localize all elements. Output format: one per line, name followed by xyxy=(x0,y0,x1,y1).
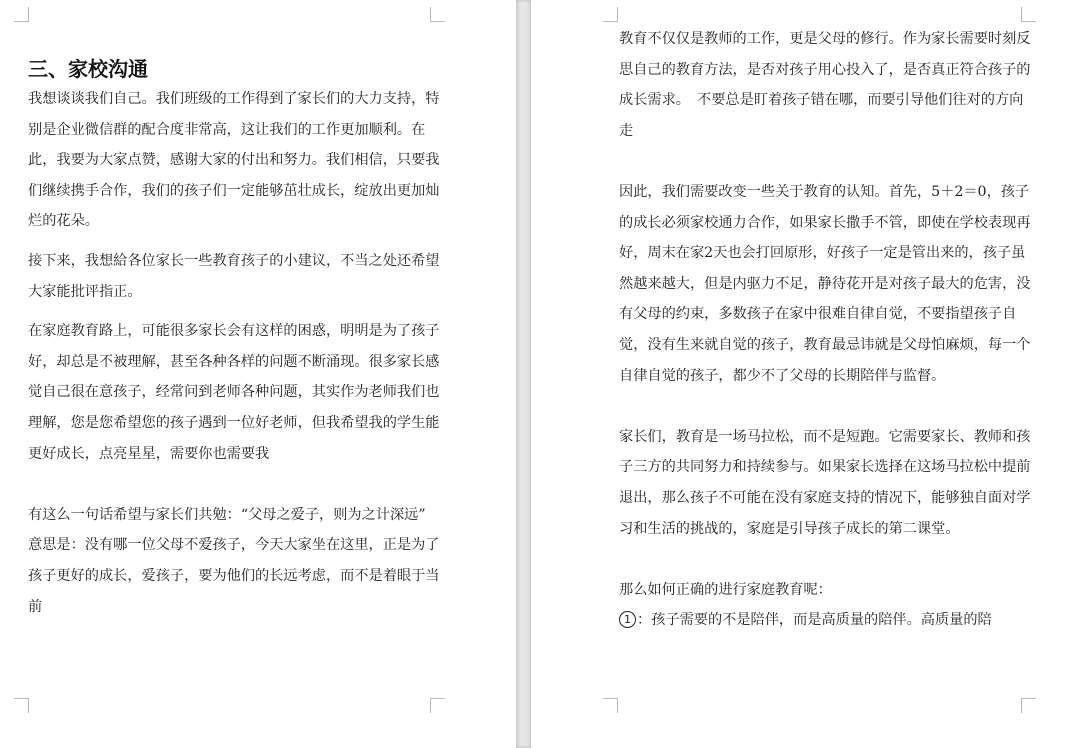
crop-mark xyxy=(1021,7,1036,22)
paragraph: 有这么一句话希望与家长们共勉：“父母之爱子，则为之计深远” xyxy=(28,506,426,523)
paragraph: 接下来，我想給各位家长一些教育孩子的小建议，不当之处还希望大家能批评指正。 xyxy=(28,252,440,300)
crop-mark xyxy=(603,7,618,22)
numbered-list-item xyxy=(619,605,1035,636)
paragraph: 因此，我们需要改变一些关于教育的认知。首先，5＋2＝0，孩子的成长必须家校通力合作，如果家长撒手不管，即使在学校表现再好，周末在家2天也会打回原形，好孩子一定是管出来的，孩子虽然越来越大，但是内驱力不足，静待花开是对孩子最大的危害，没有父母的约束，多数孩子在家中很难自律自觉，不要指望孩子自觉，没有生来就自觉的孩子，教育最忌讳就是父母怕麻烦，每一个自律自觉的孩子，都少不了父母的长期陪伴与监督。 xyxy=(619,183,1031,384)
document-page-right xyxy=(531,0,1080,748)
crop-mark xyxy=(14,698,29,713)
document-page-left xyxy=(0,0,516,748)
crop-mark xyxy=(603,698,618,713)
crop-mark xyxy=(430,698,445,713)
right-page-body xyxy=(619,24,1035,636)
paragraph: 那么如何正确的进行家庭教育呢： xyxy=(619,581,832,598)
page-gutter xyxy=(516,0,531,748)
crop-mark xyxy=(430,7,445,22)
section-heading: 三、家校沟通 xyxy=(28,57,148,81)
paragraph: 家长们，教育是一场马拉松，而不是短跑。它需要家长、教师和孩子三方的共同努力和持续参与。如果家长选择在这场马拉松中提前退出，那么孩子不可能在没有家庭支持的情况下，能够独自面对学习和生活的挑战的，家庭是引导孩子成长的第二课堂。 xyxy=(619,428,1031,537)
paragraph: 在家庭教育路上，可能很多家长会有这样的困惑，明明是为了孩子好，却总是不被理解，甚至各种各样的问题不断涌现。很多家长感觉自己很在意孩子，经常问到老师各种问题，其实作为老师我们也理解，您是您希望您的孩子遇到一位好老师，但我希望我的学生能更好成长，点亮星星，需要你也需要我 xyxy=(28,323,440,462)
left-page-body xyxy=(28,84,444,622)
list-item-text: ：孩子需要的不是陪伴，而是高质量的陪伴。高质量的陪 xyxy=(637,612,992,629)
paragraph: 我想谈谈我们自己。我们班级的工作得到了家长们的大力支持，特别是企业微信群的配合度非常高，这让我们的工作更加顺利。在此，我要为大家点赞，感谢大家的付出和努力。我们相信，只要我们继续携手合作，我们的孩子们一定能够茁壮成长，绽放出更加灿烂的花朵。 xyxy=(28,91,440,230)
paragraph: 教育不仅仅是教师的工作，更是父母的修行。作为家长需要时刻反思自己的教育方法，是否对孩子用心投入了，是否真正符合孩子的成长需求。 不要总是盯着孩子错在哪，而要引导他们往对的方向走 xyxy=(619,31,1031,139)
paragraph: 意思是：没有哪一位父母不爱孩子，今天大家坐在这里，正是为了孩子更好的成长，爱孩子，要为他们的长远考虑，而不是着眼于当前 xyxy=(28,537,440,615)
crop-mark xyxy=(14,7,29,22)
crop-mark xyxy=(1021,698,1036,713)
circled-number-marker: 1 xyxy=(619,611,636,628)
